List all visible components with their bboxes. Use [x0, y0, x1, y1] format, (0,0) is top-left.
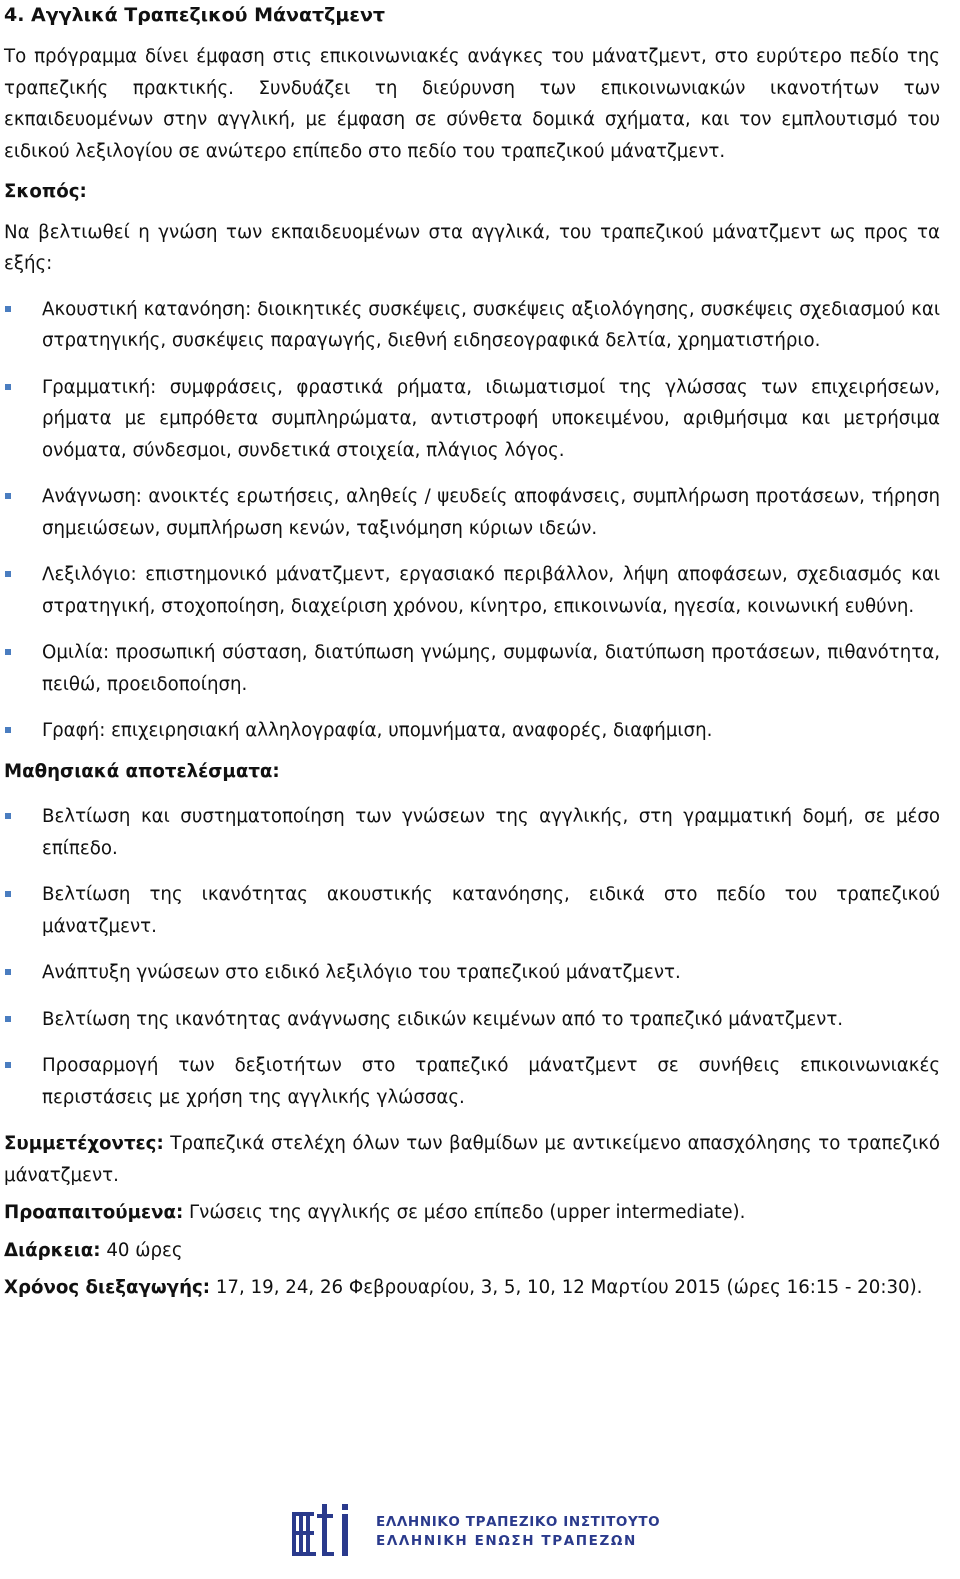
eti-logo-icon [290, 1500, 358, 1562]
participants-line [4, 1128, 940, 1191]
duration-value: 40 ώρες [100, 1239, 183, 1261]
prerequisites-label: Προαπαιτούμενα: [4, 1202, 184, 1223]
document-page [4, 0, 940, 1304]
schedule-label: Χρόνος διεξαγωγής: [4, 1277, 211, 1298]
list-item: Βελτίωση της ικανότητας ανάγνωσης ειδικών κειμένων από το τραπεζικό μάνατζμεντ. [4, 1004, 940, 1036]
square-bullet-icon [5, 813, 11, 819]
outcomes-heading: Μαθησιακά αποτελέσματα: [4, 760, 280, 782]
square-bullet-icon [5, 306, 11, 312]
list-item: Βελτίωση της ικανότητας ακουστικής κατανόησης, ειδικά στο πεδίο του τραπεζικού μάνατζμεντ. [4, 879, 940, 942]
prerequisites-value: Γνώσεις της αγγλικής σε μέσο επίπεδο (upper intermediate). [183, 1202, 746, 1223]
duration-label: Διάρκεια: [4, 1239, 101, 1261]
list-item: Λεξιλόγιο: επιστημονικό μάνατζμεντ, εργασιακό περιβάλλον, λήψη αποφάσεων, σχεδιασμός και στρατηγική, στοχοποίηση, διαχείριση χρόνου, κίνητρο, επικοινωνία, ηγεσία, κοινωνική ευθύνη. [4, 559, 940, 622]
scope-text: Να βελτιωθεί η γνώση των εκπαιδευομένων στα αγγλικά, του τραπεζικού μάνατζμεντ ως προς τα εξής: [4, 221, 940, 274]
participants-label: Συμμετέχοντες: [4, 1133, 164, 1154]
square-bullet-icon [5, 727, 11, 733]
schedule-line [4, 1272, 940, 1304]
list-item: Ομιλία: προσωπική σύσταση, διατύπωση γνώμης, συμφωνία, διατύπωση προτάσεων, πιθανότητα, πειθώ, προειδοποίηση. [4, 637, 940, 700]
section-title: 4. Αγγλικά Τραπεζικού Μάνατζμεντ [4, 4, 386, 26]
logo-line-1: ΕΛΛΗΝΙΚΟ ΤΡΑΠΕΖΙΚΟ ΙΝΣΤΙΤΟΥΤΟ [376, 1514, 661, 1530]
list-item: Ακουστική κατανόηση: διοικητικές συσκέψεις, συσκέψεις αξιολόγησης, συσκέψεις σχεδιασμού και στρατηγικής, συσκέψεις παραγωγής, διεθνή ειδησεογραφικά δελτία, χρηματιστήριο. [4, 294, 940, 357]
list-item: Ανάπτυξη γνώσεων στο ειδικό λεξιλόγιο του τραπεζικού μάνατζμεντ. [4, 957, 940, 989]
institute-logo [290, 1500, 670, 1562]
list-item: Ανάγνωση: ανοικτές ερωτήσεις, αληθείς / ψευδείς αποφάνσεις, συμπλήρωση προτάσεων, τήρηση σημειώσεων, συμπλήρωση κενών, ταξινόμηση κύριων ιδεών. [4, 481, 940, 544]
logo-line-2: ΕΛΛΗΝΙΚΗ ΕΝΩΣΗ ΤΡΑΠΕΖΩΝ [376, 1533, 637, 1549]
square-bullet-icon [5, 1016, 11, 1022]
square-bullet-icon [5, 571, 11, 577]
list-item: Γραμματική: συμφράσεις, φραστικά ρήματα, ιδιωματισμοί της γλώσσας των επιχειρήσεων, ρήματα με εμπρόθετα συμπληρώματα, αντιστροφή υποκειμένου, αριθμήσιμα και μετρήσιμα ονόματα, σύνδεσμοι, συνδετικά στοιχεία, πλάγιος λόγος. [4, 372, 940, 467]
list-item: Βελτίωση και συστηματοποίηση των γνώσεων της αγγλικής, στη γραμματική δομή, σε μέσο επίπεδο. [4, 801, 940, 864]
list-item: Γραφή: επιχειρησιακή αλληλογραφία, υπομνήματα, αναφορές, διαφήμιση. [4, 715, 940, 747]
square-bullet-icon [5, 384, 11, 390]
square-bullet-icon [5, 649, 11, 655]
schedule-value: 17, 19, 24, 26 Φεβρουαρίου, 3, 5, 10, 12 Μαρτίου 2015 (ώρες 16:15 - 20:30). [210, 1277, 923, 1298]
prerequisites-line [4, 1197, 940, 1229]
square-bullet-icon [5, 493, 11, 499]
square-bullet-icon [5, 891, 11, 897]
square-bullet-icon [5, 1062, 11, 1068]
list-item: Προσαρμογή των δεξιοτήτων στο τραπεζικό μάνατζμεντ σε συνήθεις επικοινωνιακές περιστάσεις με χρήση της αγγλικής γλώσσας. [4, 1050, 940, 1113]
duration-line [4, 1235, 940, 1267]
scope-heading: Σκοπός: [4, 181, 87, 202]
square-bullet-icon [5, 969, 11, 975]
intro-paragraph: Το πρόγραμμα δίνει έμφαση στις επικοινωνιακές ανάγκες του μάνατζμεντ, στο ευρύτερο πεδίο της τραπεζικής πρακτικής. Συνδυάζει τη διεύρυνση των επικοινωνιακών ικανοτήτων των εκπαιδευομένων στην αγγλική, με έμφαση σε σύνθετα δομικά σχήματα, και τον εμπλουτισμό του ειδικού λεξιλογίου σε ανώτερο επίπεδο στο πεδίο του τραπεζικού μάνατζμεντ. [4, 46, 940, 162]
scope-list [4, 294, 940, 747]
outcomes-list [4, 801, 940, 1113]
participants-value: Τραπεζικά στελέχη όλων των βαθμίδων με αντικείμενο απασχόλησης το τραπεζικό μάνατζμεντ. [4, 1133, 940, 1186]
